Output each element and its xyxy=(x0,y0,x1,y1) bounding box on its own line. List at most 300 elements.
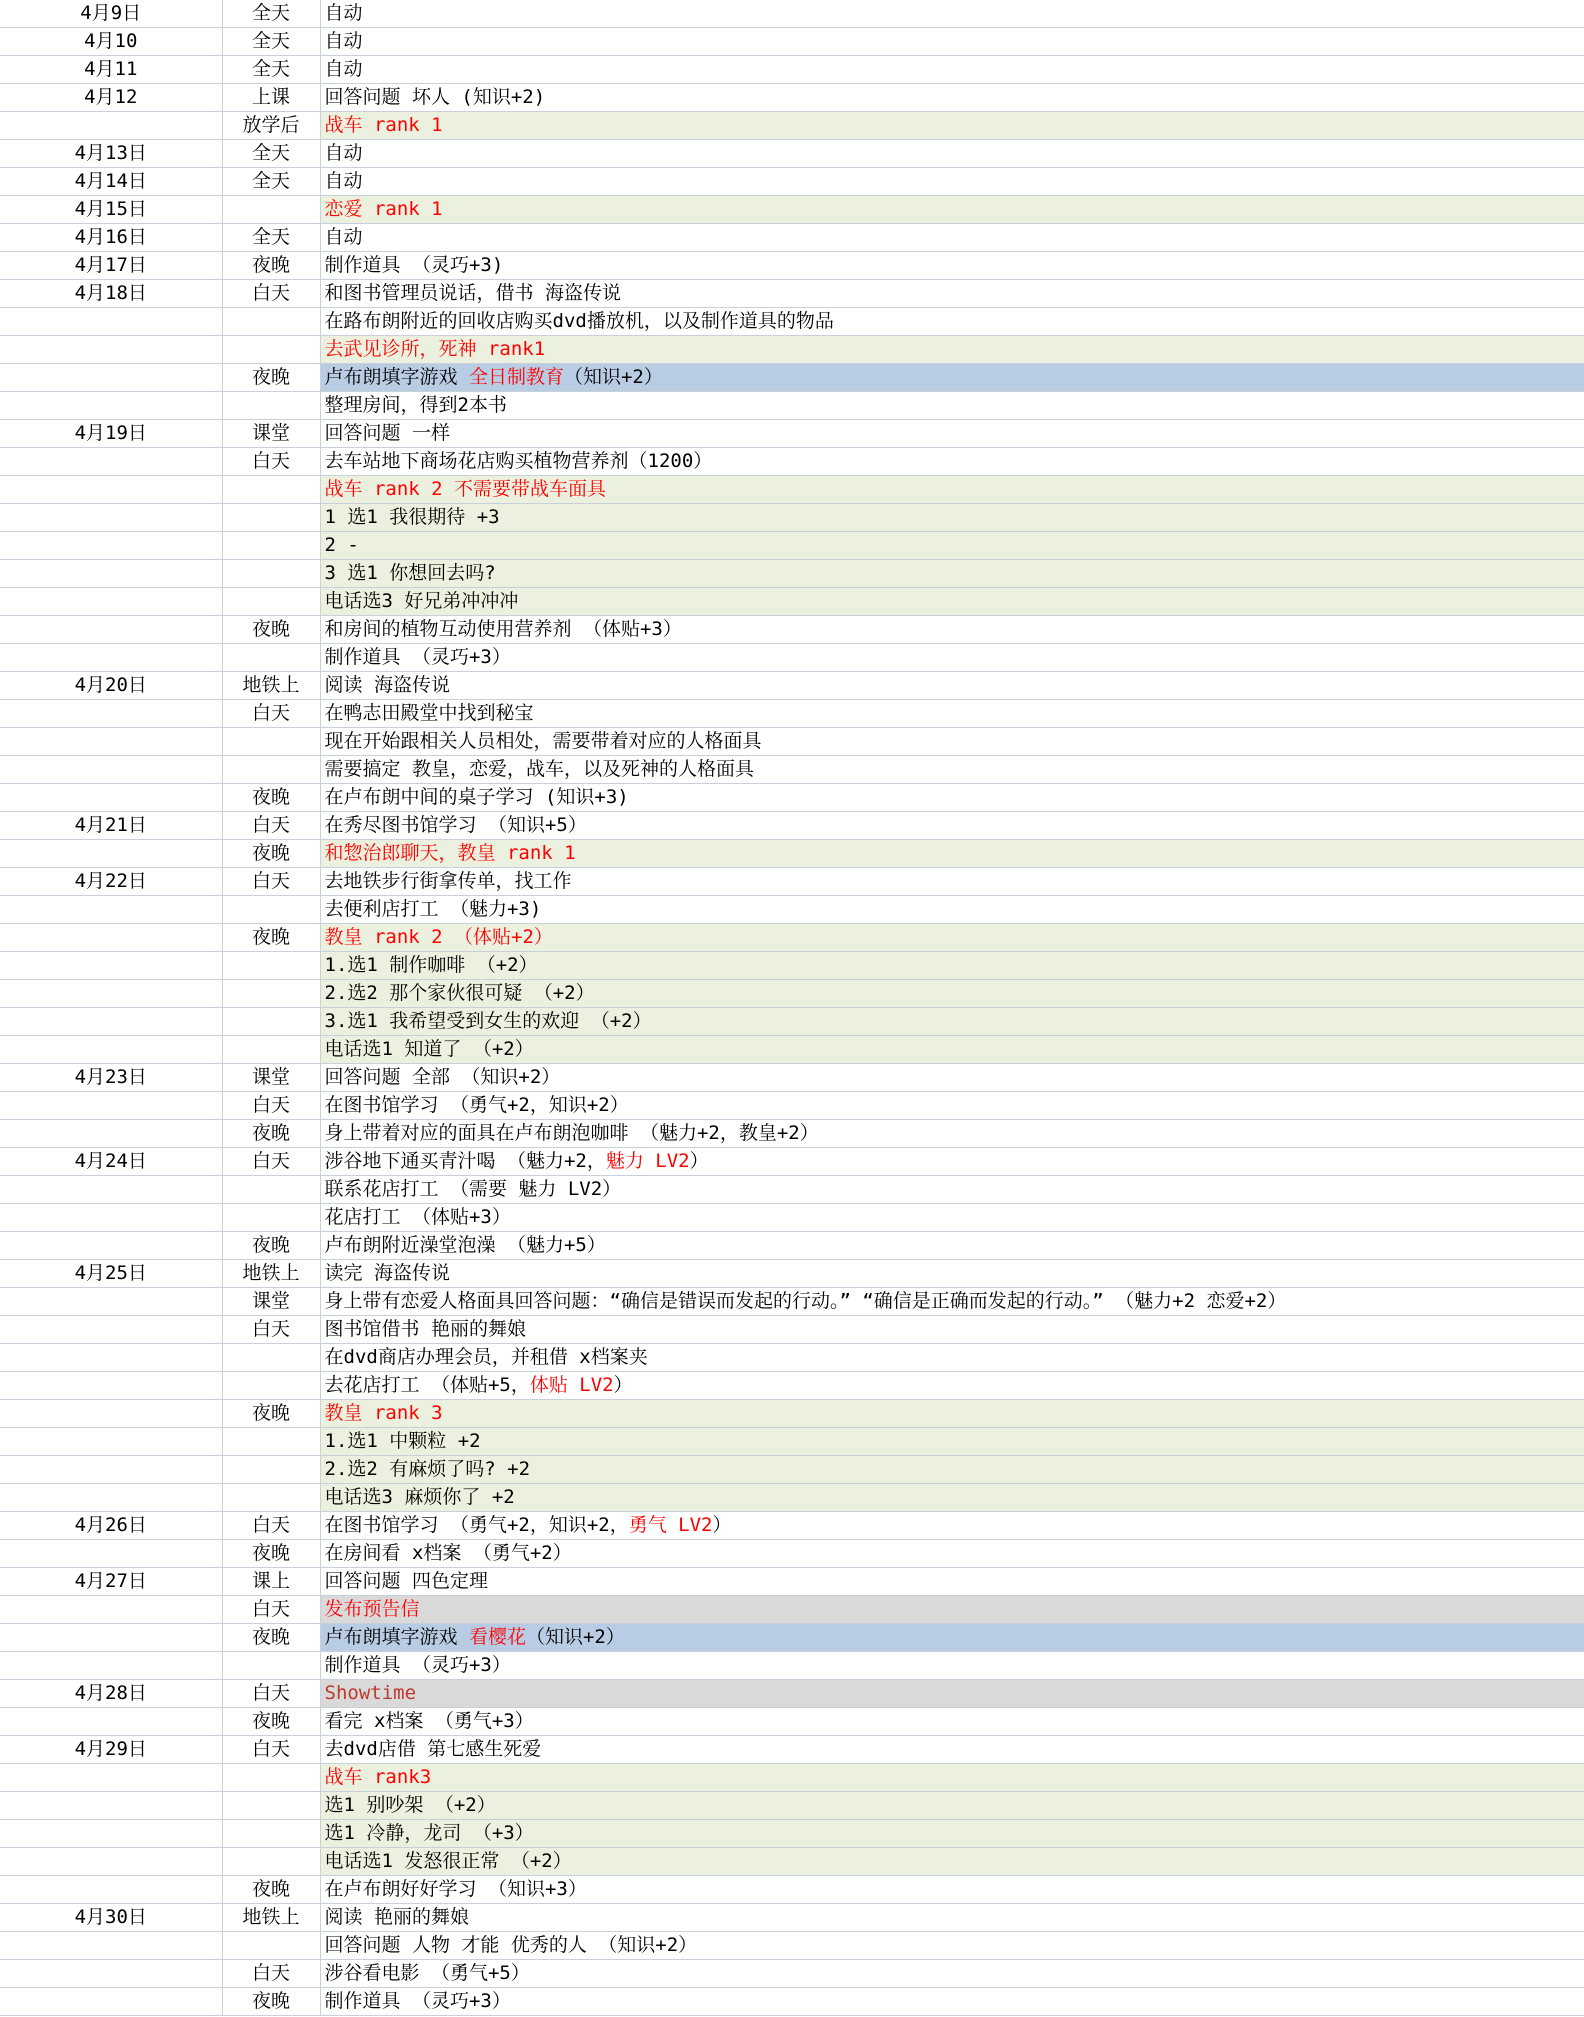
date-cell[interactable]: 4月27日 xyxy=(0,1568,222,1596)
table-row xyxy=(0,1596,1584,1624)
activity-cell[interactable] xyxy=(320,1120,1584,1148)
date-cell[interactable] xyxy=(0,1288,222,1316)
time-slot-cell[interactable]: 白天 xyxy=(222,1680,320,1708)
activity-cell[interactable] xyxy=(320,616,1584,644)
activity-cell[interactable] xyxy=(320,952,1584,980)
table-row xyxy=(0,1736,1584,1764)
time-slot-cell[interactable] xyxy=(222,728,320,756)
time-slot-cell[interactable] xyxy=(222,392,320,420)
activity-text: 在秀尽图书馆学习 （知识+5） xyxy=(324,814,587,836)
date-cell[interactable] xyxy=(0,700,222,728)
date-cell[interactable] xyxy=(0,1848,222,1876)
table-row xyxy=(0,364,1584,392)
time-slot-cell[interactable] xyxy=(222,336,320,364)
activity-cell[interactable] xyxy=(320,784,1584,812)
activity-text: 身上带有恋爱人格面具回答问题：“确信是错误而发起的行动。” “确信是正确而发起的行动。” （魅力+2 恋爱+2） xyxy=(324,1290,1287,1312)
time-slot-cell[interactable]: 课堂 xyxy=(222,1064,320,1092)
time-slot-cell[interactable] xyxy=(222,1764,320,1792)
time-slot-cell[interactable]: 全天 xyxy=(222,56,320,84)
table-row xyxy=(0,616,1584,644)
date-cell[interactable] xyxy=(0,1484,222,1512)
activity-cell[interactable] xyxy=(320,364,1584,392)
time-slot-cell[interactable]: 白天 xyxy=(222,1960,320,1988)
time-slot-cell[interactable] xyxy=(222,1428,320,1456)
time-slot-cell[interactable]: 白天 xyxy=(222,1092,320,1120)
date-cell[interactable]: 4月15日 xyxy=(0,196,222,224)
date-cell[interactable]: 4月19日 xyxy=(0,420,222,448)
time-slot-cell[interactable]: 夜晚 xyxy=(222,784,320,812)
time-slot-cell[interactable] xyxy=(222,896,320,924)
activity-cell[interactable] xyxy=(320,644,1584,672)
date-cell[interactable]: 4月16日 xyxy=(0,224,222,252)
activity-cell[interactable] xyxy=(320,840,1584,868)
activity-cell[interactable] xyxy=(320,84,1584,112)
activity-cell[interactable] xyxy=(320,1456,1584,1484)
time-slot-cell[interactable]: 课堂 xyxy=(222,420,320,448)
date-cell[interactable]: 4月14日 xyxy=(0,168,222,196)
activity-text: 自动 xyxy=(324,30,363,52)
date-cell[interactable]: 4月13日 xyxy=(0,140,222,168)
date-cell[interactable] xyxy=(0,1400,222,1428)
time-slot-cell[interactable] xyxy=(222,1204,320,1232)
activity-cell[interactable] xyxy=(320,1484,1584,1512)
date-cell[interactable]: 4月17日 xyxy=(0,252,222,280)
activity-cell[interactable] xyxy=(320,560,1584,588)
time-slot-cell[interactable]: 夜晚 xyxy=(222,364,320,392)
time-slot-cell[interactable]: 课上 xyxy=(222,1568,320,1596)
time-slot-cell[interactable]: 夜晚 xyxy=(222,924,320,952)
time-slot-cell[interactable]: 地铁上 xyxy=(222,1904,320,1932)
table-row xyxy=(0,476,1584,504)
date-cell[interactable] xyxy=(0,980,222,1008)
activity-cell[interactable] xyxy=(320,1680,1584,1708)
time-slot-cell[interactable] xyxy=(222,1820,320,1848)
date-cell[interactable]: 4月18日 xyxy=(0,280,222,308)
activity-cell[interactable] xyxy=(320,1428,1584,1456)
date-cell[interactable]: 4月25日 xyxy=(0,1260,222,1288)
activity-text: 在卢布朗好好学习 （知识+3） xyxy=(324,1878,587,1900)
time-slot-cell[interactable]: 地铁上 xyxy=(222,1260,320,1288)
date-cell[interactable] xyxy=(0,1792,222,1820)
table-row xyxy=(0,504,1584,532)
table-row xyxy=(0,1988,1584,2016)
activity-cell[interactable] xyxy=(320,336,1584,364)
table-row xyxy=(0,1652,1584,1680)
table-row xyxy=(0,336,1584,364)
date-cell[interactable] xyxy=(0,1932,222,1960)
activity-text: 3.选1 我希望受到女生的欢迎 （+2） xyxy=(324,1010,652,1032)
time-slot-cell[interactable] xyxy=(222,756,320,784)
activity-text: 去便利店打工 （魅力+3) xyxy=(324,898,542,920)
activity-cell[interactable] xyxy=(320,0,1584,28)
table-row xyxy=(0,1428,1584,1456)
activity-cell[interactable] xyxy=(320,1400,1584,1428)
table-row xyxy=(0,644,1584,672)
activity-text: 选1 别吵架 （+2） xyxy=(324,1794,496,1816)
time-slot-cell[interactable]: 全天 xyxy=(222,0,320,28)
date-cell[interactable] xyxy=(0,1652,222,1680)
date-cell[interactable] xyxy=(0,560,222,588)
activity-cell[interactable] xyxy=(320,700,1584,728)
date-cell[interactable]: 4月9日 xyxy=(0,0,222,28)
activity-text: 自动 xyxy=(324,142,363,164)
activity-cell[interactable] xyxy=(320,1288,1584,1316)
activity-cell[interactable] xyxy=(320,532,1584,560)
date-cell[interactable] xyxy=(0,616,222,644)
date-cell[interactable] xyxy=(0,1624,222,1652)
activity-cell[interactable] xyxy=(320,672,1584,700)
table-row xyxy=(0,728,1584,756)
table-row xyxy=(0,84,1584,112)
activity-cell[interactable] xyxy=(320,56,1584,84)
date-cell[interactable] xyxy=(0,1092,222,1120)
table-row xyxy=(0,1904,1584,1932)
activity-cell[interactable] xyxy=(320,1848,1584,1876)
activity-text: 战车 rank 1 xyxy=(324,114,443,136)
activity-cell[interactable] xyxy=(320,224,1584,252)
activity-cell[interactable] xyxy=(320,756,1584,784)
activity-text: 去花店打工 （体贴+5， xyxy=(324,1374,530,1396)
activity-cell[interactable] xyxy=(320,728,1584,756)
time-slot-cell[interactable] xyxy=(222,1456,320,1484)
table-row xyxy=(0,1708,1584,1736)
time-slot-cell[interactable]: 白天 xyxy=(222,1512,320,1540)
date-cell[interactable] xyxy=(0,532,222,560)
activity-text: 联系花店打工 （需要 魅力 LV2） xyxy=(324,1178,622,1200)
table-row xyxy=(0,1176,1584,1204)
table-row xyxy=(0,1064,1584,1092)
table-row xyxy=(0,392,1584,420)
activity-cell[interactable] xyxy=(320,1624,1584,1652)
activity-cell[interactable] xyxy=(320,1596,1584,1624)
date-cell[interactable] xyxy=(0,644,222,672)
activity-cell[interactable] xyxy=(320,1092,1584,1120)
activity-cell[interactable] xyxy=(320,1652,1584,1680)
activity-text: 卢布朗附近澡堂泡澡 （魅力+5） xyxy=(324,1234,606,1256)
activity-text: 回答问题 人物 才能 优秀的人 （知识+2） xyxy=(324,1934,698,1956)
activity-cell[interactable] xyxy=(320,1512,1584,1540)
date-cell[interactable] xyxy=(0,1428,222,1456)
activity-cell[interactable] xyxy=(320,308,1584,336)
activity-text: 制作道具 （灵巧+3） xyxy=(324,1654,511,1676)
activity-text: 电话选3 好兄弟冲冲冲 xyxy=(324,590,519,612)
activity-cell[interactable] xyxy=(320,168,1584,196)
table-row xyxy=(0,1288,1584,1316)
time-slot-cell[interactable] xyxy=(222,1372,320,1400)
date-cell[interactable] xyxy=(0,728,222,756)
activity-cell[interactable] xyxy=(320,420,1584,448)
activity-text: 去武见诊所，死神 rank1 xyxy=(324,338,546,360)
table-row xyxy=(0,252,1584,280)
activity-text: 2 - xyxy=(324,534,359,556)
table-row xyxy=(0,1484,1584,1512)
activity-text: 2.选2 有麻烦了吗? +2 xyxy=(324,1458,531,1480)
activity-cell[interactable] xyxy=(320,1568,1584,1596)
time-slot-cell[interactable]: 夜晚 xyxy=(222,1540,320,1568)
date-cell[interactable] xyxy=(0,1708,222,1736)
table-row xyxy=(0,448,1584,476)
activity-cell[interactable] xyxy=(320,1204,1584,1232)
activity-text: 和图书管理员说话，借书 海盗传说 xyxy=(324,282,621,304)
time-slot-cell[interactable] xyxy=(222,1848,320,1876)
time-slot-cell[interactable] xyxy=(222,308,320,336)
table-row xyxy=(0,1232,1584,1260)
activity-text: 电话选3 麻烦你了 +2 xyxy=(324,1486,515,1508)
activity-cell[interactable] xyxy=(320,1764,1584,1792)
date-cell[interactable] xyxy=(0,476,222,504)
date-cell[interactable] xyxy=(0,1204,222,1232)
activity-cell[interactable] xyxy=(320,1708,1584,1736)
activity-text: ） xyxy=(613,1374,633,1396)
time-slot-cell[interactable]: 夜晚 xyxy=(222,1876,320,1904)
date-cell[interactable] xyxy=(0,896,222,924)
activity-text: 制作道具 （灵巧+3) xyxy=(324,254,504,276)
date-cell[interactable]: 4月20日 xyxy=(0,672,222,700)
date-cell[interactable] xyxy=(0,1036,222,1064)
date-cell[interactable] xyxy=(0,1820,222,1848)
time-slot-cell[interactable]: 白天 xyxy=(222,1148,320,1176)
time-slot-cell[interactable] xyxy=(222,532,320,560)
time-slot-cell[interactable]: 课堂 xyxy=(222,1288,320,1316)
activity-cell[interactable] xyxy=(320,112,1584,140)
table-row xyxy=(0,224,1584,252)
time-slot-cell[interactable]: 白天 xyxy=(222,448,320,476)
activity-cell[interactable] xyxy=(320,1232,1584,1260)
date-cell[interactable] xyxy=(0,1372,222,1400)
date-cell[interactable] xyxy=(0,336,222,364)
activity-text: Showtime xyxy=(324,1682,417,1704)
time-slot-cell[interactable]: 全天 xyxy=(222,224,320,252)
time-slot-cell[interactable] xyxy=(222,1344,320,1372)
activity-text: 自动 xyxy=(324,226,363,248)
time-slot-cell[interactable] xyxy=(222,1932,320,1960)
date-cell[interactable] xyxy=(0,112,222,140)
activity-text: 自动 xyxy=(324,170,363,192)
activity-text: 在dvd商店办理会员，并租借 x档案夹 xyxy=(324,1346,648,1368)
activity-cell[interactable] xyxy=(320,868,1584,896)
activity-cell[interactable] xyxy=(320,924,1584,952)
time-slot-cell[interactable] xyxy=(222,1036,320,1064)
date-cell[interactable] xyxy=(0,840,222,868)
table-row xyxy=(0,1008,1584,1036)
table-row xyxy=(0,1148,1584,1176)
time-slot-cell[interactable]: 夜晚 xyxy=(222,1120,320,1148)
time-slot-cell[interactable] xyxy=(222,1484,320,1512)
date-cell[interactable]: 4月26日 xyxy=(0,1512,222,1540)
date-cell[interactable] xyxy=(0,1876,222,1904)
activity-cell[interactable] xyxy=(320,448,1584,476)
time-slot-cell[interactable] xyxy=(222,504,320,532)
time-slot-cell[interactable] xyxy=(222,1176,320,1204)
time-slot-cell[interactable] xyxy=(222,644,320,672)
date-cell[interactable] xyxy=(0,1540,222,1568)
activity-cell[interactable] xyxy=(320,1932,1584,1960)
date-cell[interactable] xyxy=(0,1176,222,1204)
time-slot-cell[interactable]: 全天 xyxy=(222,168,320,196)
activity-text: 自动 xyxy=(324,58,363,80)
table-row xyxy=(0,0,1584,28)
date-cell[interactable]: 4月10 xyxy=(0,28,222,56)
activity-cell[interactable] xyxy=(320,504,1584,532)
time-slot-cell[interactable] xyxy=(222,1652,320,1680)
table-row xyxy=(0,924,1584,952)
activity-text: 花店打工 （体贴+3） xyxy=(324,1206,511,1228)
activity-text: 回答问题 坏人 (知识+2) xyxy=(324,86,546,108)
date-cell[interactable] xyxy=(0,1232,222,1260)
time-slot-cell[interactable] xyxy=(222,588,320,616)
activity-cell[interactable] xyxy=(320,1148,1584,1176)
activity-cell[interactable] xyxy=(320,1316,1584,1344)
time-slot-cell[interactable] xyxy=(222,560,320,588)
activity-cell[interactable] xyxy=(320,1260,1584,1288)
activity-cell[interactable] xyxy=(320,980,1584,1008)
activity-cell[interactable] xyxy=(320,1960,1584,1988)
table-row xyxy=(0,1512,1584,1540)
activity-cell[interactable] xyxy=(320,1372,1584,1400)
time-slot-cell[interactable]: 白天 xyxy=(222,1736,320,1764)
activity-cell[interactable] xyxy=(320,252,1584,280)
activity-text: 教皇 rank 2 （体贴+2） xyxy=(324,926,553,948)
activity-text: 恋爱 rank 1 xyxy=(324,198,443,220)
table-row xyxy=(0,1680,1584,1708)
activity-text: 全日制教育 xyxy=(468,366,564,388)
date-cell[interactable] xyxy=(0,588,222,616)
time-slot-cell[interactable]: 全天 xyxy=(222,140,320,168)
time-slot-cell[interactable]: 全天 xyxy=(222,28,320,56)
table-row xyxy=(0,308,1584,336)
date-cell[interactable] xyxy=(0,1596,222,1624)
time-slot-cell[interactable]: 白天 xyxy=(222,1596,320,1624)
table-row xyxy=(0,1540,1584,1568)
date-cell[interactable] xyxy=(0,924,222,952)
activity-text: 和惣治郎聊天，教皇 rank 1 xyxy=(324,842,576,864)
date-cell[interactable] xyxy=(0,1120,222,1148)
date-cell[interactable] xyxy=(0,1008,222,1036)
activity-text: 需要搞定 教皇，恋爱，战车，以及死神的人格面具 xyxy=(324,758,754,780)
time-slot-cell[interactable] xyxy=(222,476,320,504)
activity-cell[interactable] xyxy=(320,1036,1584,1064)
activity-cell[interactable] xyxy=(320,1876,1584,1904)
time-slot-cell[interactable]: 白天 xyxy=(222,868,320,896)
activity-text: 整理房间，得到2本书 xyxy=(324,394,507,416)
date-cell[interactable]: 4月30日 xyxy=(0,1904,222,1932)
date-cell[interactable] xyxy=(0,364,222,392)
activity-cell[interactable] xyxy=(320,1904,1584,1932)
time-slot-cell[interactable] xyxy=(222,952,320,980)
date-cell[interactable] xyxy=(0,756,222,784)
activity-cell[interactable] xyxy=(320,196,1584,224)
time-slot-cell[interactable]: 白天 xyxy=(222,812,320,840)
date-cell[interactable] xyxy=(0,1316,222,1344)
date-cell[interactable] xyxy=(0,308,222,336)
date-cell[interactable] xyxy=(0,1764,222,1792)
time-slot-cell[interactable]: 放学后 xyxy=(222,112,320,140)
activity-text: 在鸭志田殿堂中找到秘宝 xyxy=(324,702,534,724)
activity-cell[interactable] xyxy=(320,812,1584,840)
time-slot-cell[interactable]: 夜晚 xyxy=(222,1624,320,1652)
time-slot-cell[interactable]: 夜晚 xyxy=(222,840,320,868)
time-slot-cell[interactable]: 夜晚 xyxy=(222,1708,320,1736)
activity-text: 回答问题 四色定理 xyxy=(324,1570,488,1592)
time-slot-cell[interactable]: 夜晚 xyxy=(222,1988,320,2016)
date-cell[interactable]: 4月21日 xyxy=(0,812,222,840)
activity-text: 1.选1 中颗粒 +2 xyxy=(324,1430,481,1452)
date-cell[interactable]: 4月29日 xyxy=(0,1736,222,1764)
activity-cell[interactable] xyxy=(320,140,1584,168)
activity-text: 在房间看 x档案 （勇气+2） xyxy=(324,1542,572,1564)
date-cell[interactable]: 4月28日 xyxy=(0,1680,222,1708)
date-cell[interactable]: 4月12 xyxy=(0,84,222,112)
activity-cell[interactable] xyxy=(320,1792,1584,1820)
activity-cell[interactable] xyxy=(320,1540,1584,1568)
time-slot-cell[interactable] xyxy=(222,980,320,1008)
date-cell[interactable] xyxy=(0,1960,222,1988)
time-slot-cell[interactable]: 白天 xyxy=(222,280,320,308)
activity-cell[interactable] xyxy=(320,896,1584,924)
time-slot-cell[interactable] xyxy=(222,1008,320,1036)
table-row xyxy=(0,532,1584,560)
date-cell[interactable] xyxy=(0,784,222,812)
activity-cell[interactable] xyxy=(320,280,1584,308)
date-cell[interactable] xyxy=(0,448,222,476)
table-row xyxy=(0,1120,1584,1148)
date-cell[interactable] xyxy=(0,952,222,980)
time-slot-cell[interactable]: 白天 xyxy=(222,700,320,728)
table-row xyxy=(0,1400,1584,1428)
time-slot-cell[interactable]: 夜晚 xyxy=(222,616,320,644)
activity-text: 图书馆借书 艳丽的舞娘 xyxy=(324,1318,526,1340)
table-row xyxy=(0,1456,1584,1484)
time-slot-cell[interactable]: 上课 xyxy=(222,84,320,112)
date-cell[interactable] xyxy=(0,1988,222,2016)
table-row xyxy=(0,1036,1584,1064)
activity-text: 阅读 艳丽的舞娘 xyxy=(324,1906,469,1928)
activity-cell[interactable] xyxy=(320,28,1584,56)
date-cell[interactable] xyxy=(0,1344,222,1372)
date-cell[interactable] xyxy=(0,392,222,420)
activity-cell[interactable] xyxy=(320,1344,1584,1372)
time-slot-cell[interactable]: 夜晚 xyxy=(222,1232,320,1260)
time-slot-cell[interactable] xyxy=(222,196,320,224)
date-cell[interactable]: 4月22日 xyxy=(0,868,222,896)
activity-cell[interactable] xyxy=(320,1820,1584,1848)
time-slot-cell[interactable]: 地铁上 xyxy=(222,672,320,700)
date-cell[interactable]: 4月24日 xyxy=(0,1148,222,1176)
activity-cell[interactable] xyxy=(320,1736,1584,1764)
time-slot-cell[interactable] xyxy=(222,1792,320,1820)
activity-text: 制作道具 （灵巧+3） xyxy=(324,646,511,668)
activity-cell[interactable] xyxy=(320,392,1584,420)
activity-cell[interactable] xyxy=(320,1064,1584,1092)
activity-text: 2.选2 那个家伙很可疑 （+2） xyxy=(324,982,595,1004)
table-row xyxy=(0,840,1584,868)
table-row xyxy=(0,896,1584,924)
activity-cell[interactable] xyxy=(320,476,1584,504)
time-slot-cell[interactable]: 夜晚 xyxy=(222,1400,320,1428)
date-cell[interactable] xyxy=(0,1456,222,1484)
date-cell[interactable] xyxy=(0,504,222,532)
activity-cell[interactable] xyxy=(320,1008,1584,1036)
activity-cell[interactable] xyxy=(320,1176,1584,1204)
activity-text: 在图书馆学习 （勇气+2，知识+2， xyxy=(324,1514,629,1536)
time-slot-cell[interactable]: 白天 xyxy=(222,1316,320,1344)
activity-cell[interactable] xyxy=(320,588,1584,616)
date-cell[interactable]: 4月11 xyxy=(0,56,222,84)
activity-text: 现在开始跟相关人员相处，需要带着对应的人格面具 xyxy=(324,730,762,752)
date-cell[interactable]: 4月23日 xyxy=(0,1064,222,1092)
activity-cell[interactable] xyxy=(320,1988,1584,2016)
time-slot-cell[interactable]: 夜晚 xyxy=(222,252,320,280)
